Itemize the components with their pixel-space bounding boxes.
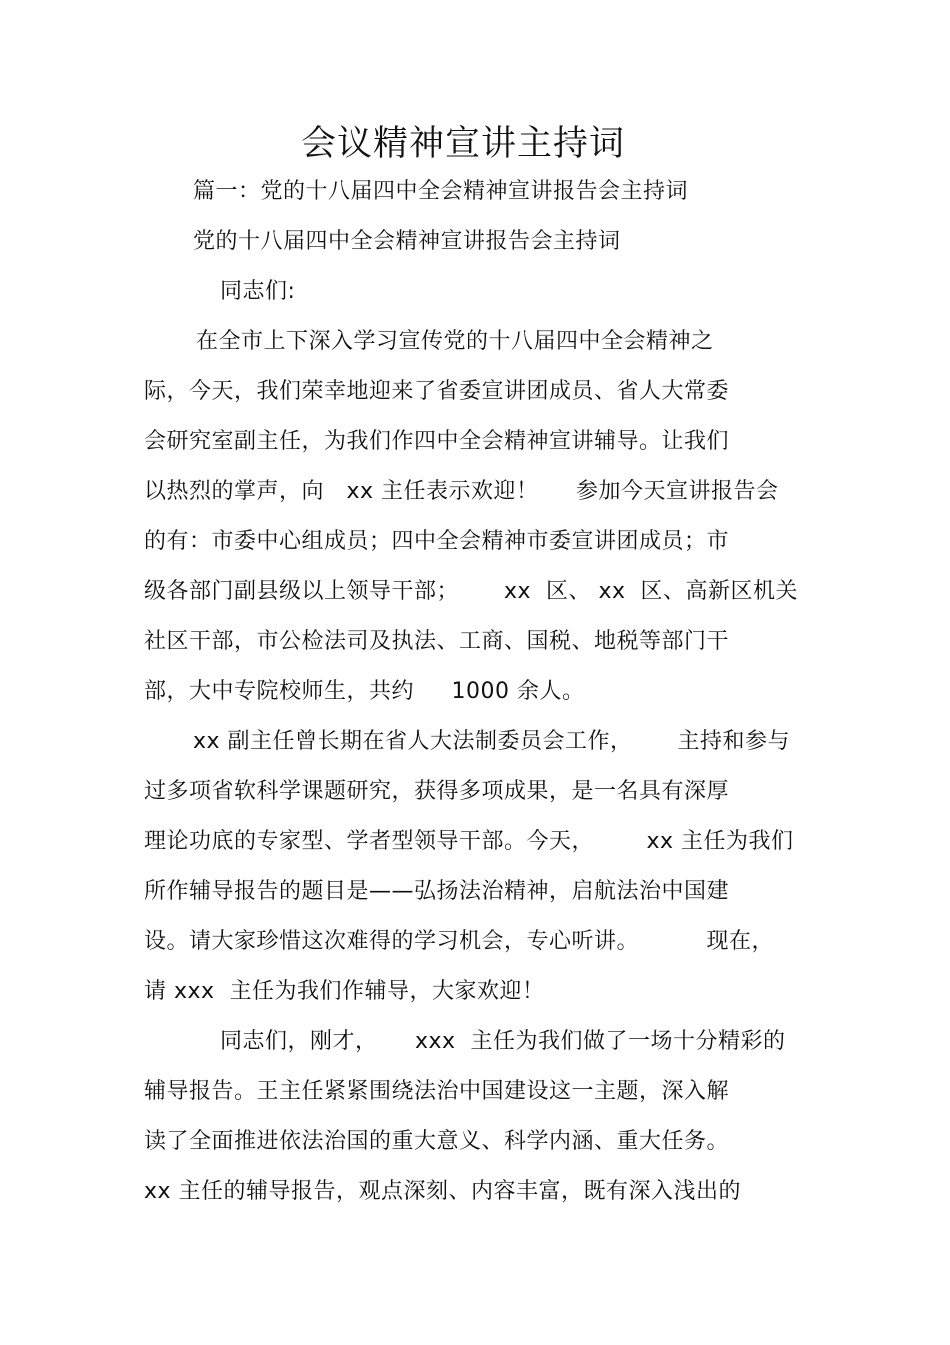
paragraph-line: 辅导报告。王主任紧紧围绕法治中国建设这一主题，深入解 <box>144 1079 730 1104</box>
paragraph-line: 会研究室副主任，为我们作四中全会精神宣讲辅导。让我们 <box>144 429 730 454</box>
paragraph-line: 过多项省软科学课题研究，获得多项成果，是一名具有深厚 <box>144 779 730 804</box>
paragraph-line: 际，今天，我们荣幸地迎来了省委宣讲团成员、省人大常委 <box>144 379 730 404</box>
paragraph-line: 所作辅导报告的题目是——弘扬法治精神，启航法治中国建 <box>144 879 730 904</box>
paragraph-line: 请 xxx 主任为我们作辅导，大家欢迎！ <box>144 979 545 1004</box>
paragraph-line: 同志们，刚才， xxx 主任为我们做了一场十分精彩的 <box>220 1029 786 1054</box>
paragraph-line: 理论功底的专家型、学者型领导干部。今天， xx 主任为我们 <box>144 829 794 854</box>
paragraph-line: xx 副主任曾长期在省人大法制委员会工作， 主持和参与 <box>193 729 790 754</box>
document-title: 会议精神宣讲主持词 <box>300 124 625 164</box>
paragraph-line: 部，大中专院校师生，共约 1000 余人。 <box>144 679 585 704</box>
salutation-line: 同志们: <box>220 279 296 304</box>
paragraph-line: 在全市上下深入学习宣传党的十八届四中全会精神之 <box>196 329 714 354</box>
section-heading: 篇一：党的十八届四中全会精神宣讲报告会主持词 <box>193 179 689 204</box>
paragraph-line: 设。请大家珍惜这次难得的学习机会，专心听讲。 现在， <box>144 929 774 954</box>
subtitle-line: 党的十八届四中全会精神宣讲报告会主持词 <box>193 229 621 254</box>
paragraph-line: 的有：市委中心组成员；四中全会精神市委宣讲团成员；市 <box>144 529 730 554</box>
paragraph-line: xx 主任的辅导报告，观点深刻、内容丰富，既有深入浅出的 <box>144 1179 742 1204</box>
paragraph-line: 以热烈的掌声，向 xx 主任表示欢迎！ 参加今天宣讲报告会 <box>144 479 779 504</box>
paragraph-line: 级各部门副县级以上领导干部； xx 区、 xx 区、高新区机关 <box>144 579 799 604</box>
paragraph-line: 读了全面推进依法治国的重大意义、科学内涵、重大任务。 <box>144 1129 730 1154</box>
paragraph-line: 社区干部，市公检法司及执法、工商、国税、地税等部门干 <box>144 629 730 654</box>
